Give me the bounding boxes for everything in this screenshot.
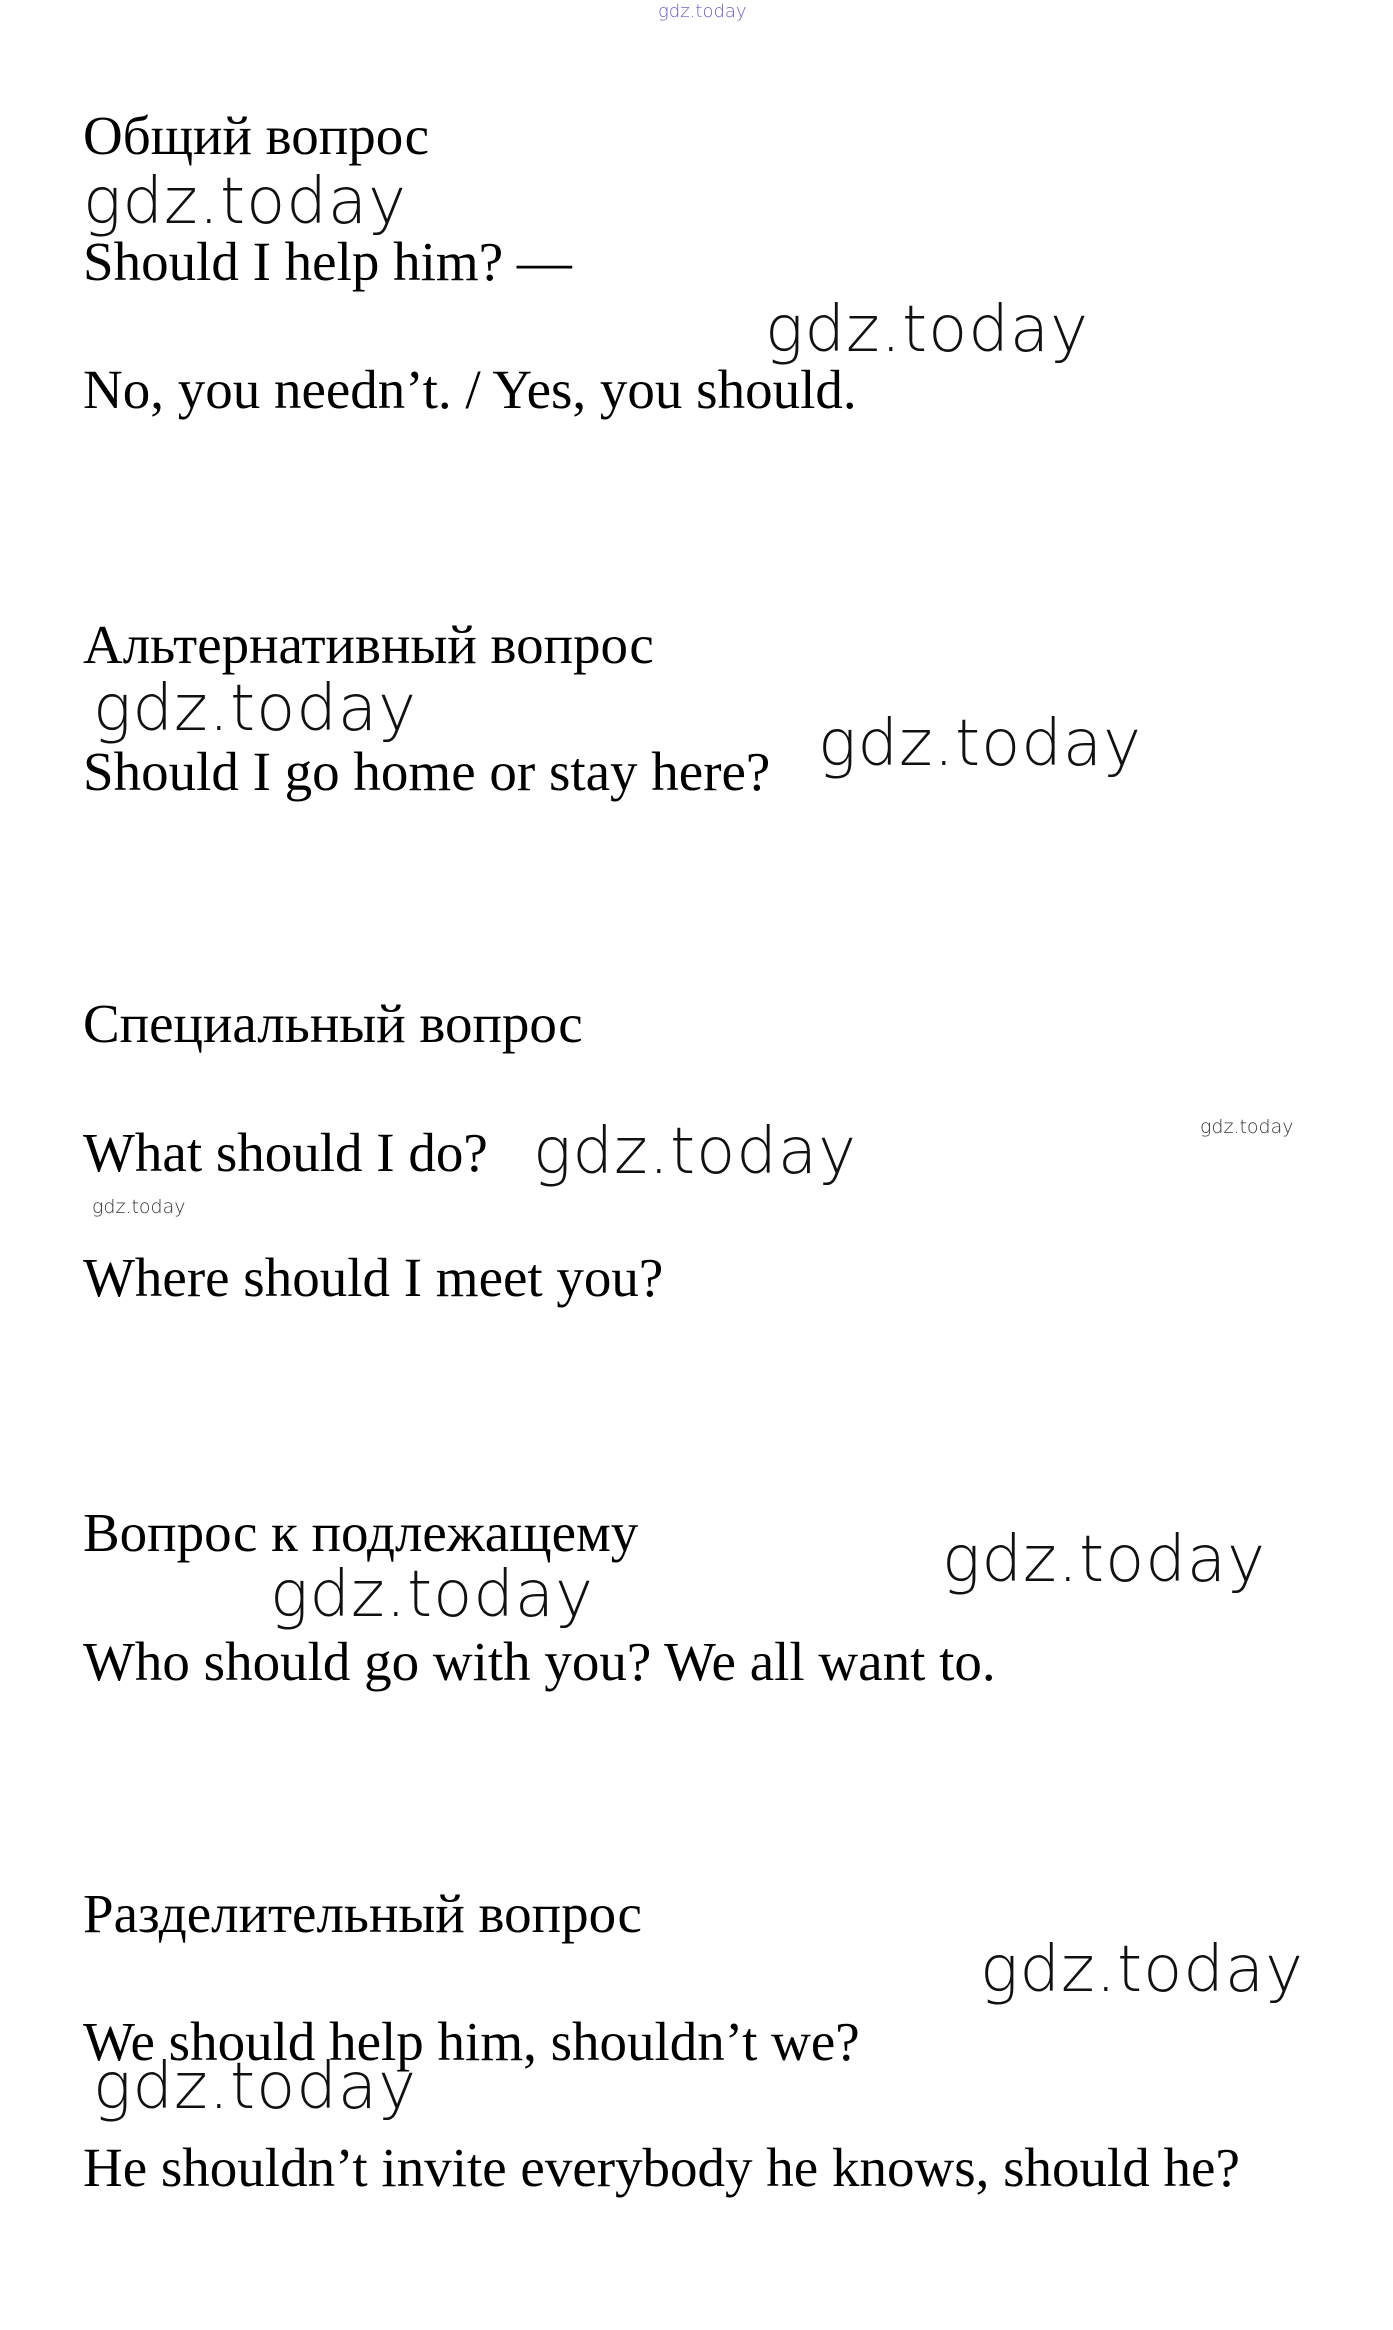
- watermark-text: gdz.today: [533, 1115, 857, 1189]
- watermark-text: gdz.today: [980, 1933, 1304, 2007]
- example-line: Who should go with you? We all want to.: [83, 1631, 996, 1692]
- watermark-text: gdz.today: [83, 165, 407, 239]
- example-line: Should I help him? —: [83, 231, 572, 292]
- watermark-text: gdz.today: [1200, 1116, 1294, 1138]
- example-line: We should help him, shouldn’t we?: [83, 2011, 860, 2072]
- watermark-text: gdz.today: [942, 1523, 1266, 1597]
- example-line: Should I go home or stay here?: [83, 741, 771, 802]
- example-line: He shouldn’t invite everybody he knows, should he?: [83, 2137, 1240, 2198]
- section-heading-special-question: Специальный вопрос: [83, 993, 583, 1054]
- section-heading-alternative-question: Альтернативный вопрос: [83, 614, 654, 675]
- section-heading-subject-question: Вопрос к подлежащему: [83, 1502, 639, 1563]
- watermark-text: gdz.today: [93, 672, 417, 746]
- watermark-text: gdz.today: [765, 293, 1089, 367]
- example-line: Where should I meet you?: [83, 1247, 664, 1308]
- example-line: No, you needn’t. / Yes, you should.: [83, 359, 857, 420]
- watermark-text: gdz.today: [93, 2050, 417, 2124]
- section-heading-tag-question: Разделительный вопрос: [83, 1883, 642, 1944]
- watermark-text: gdz.today: [92, 1196, 186, 1218]
- watermark-text: gdz.today: [818, 707, 1142, 781]
- section-heading-general-question: Общий вопрос: [83, 105, 429, 166]
- watermark-text: gdz.today: [658, 1, 747, 22]
- watermark-text: gdz.today: [270, 1558, 594, 1632]
- example-line: What should I do?: [83, 1122, 488, 1183]
